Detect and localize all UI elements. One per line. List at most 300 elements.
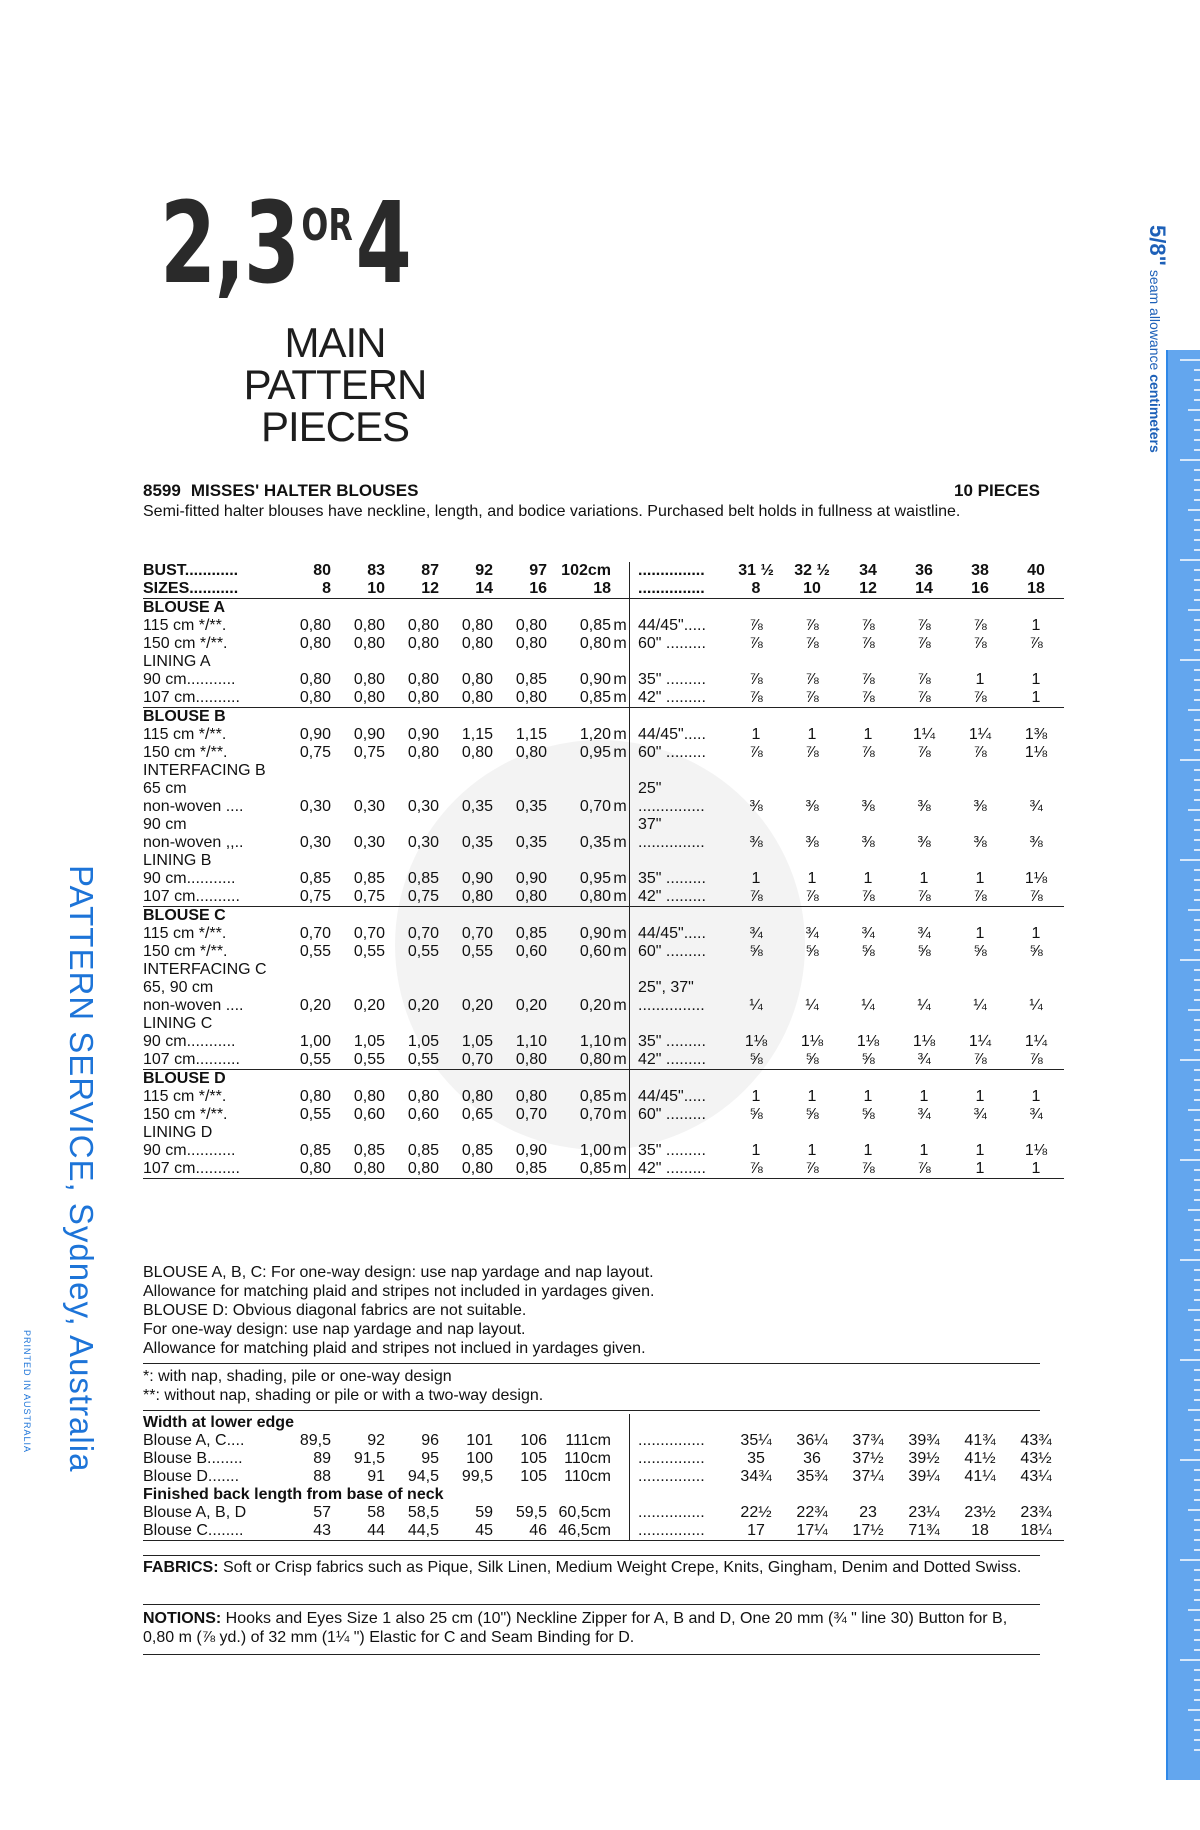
yardage-row <box>143 617 1064 635</box>
measure-in-cell: 35¼ <box>740 1432 772 1449</box>
imperial-yardage-cell: 1 <box>975 870 985 887</box>
empty-cell <box>638 599 1064 618</box>
fabric-width-label: 107 cm.......... <box>143 1160 277 1179</box>
imperial-yardage-cell: ¾ <box>1029 798 1043 815</box>
bust-cm-cell: 102cm <box>561 562 611 579</box>
metric-yardage-cell: 0,35 <box>461 798 493 815</box>
yardage-row <box>143 1088 1064 1106</box>
metric-yardage-cell: 0,80 <box>353 1088 385 1105</box>
fabric-width-label: 90 cm........... <box>143 671 236 688</box>
metric-yardage-cell: 1,15 <box>461 726 493 743</box>
metric-yardage-cell: 0,80 <box>461 671 493 688</box>
imperial-yardage-cell: 1 <box>919 870 929 887</box>
metric-yardage-cell: 0,80 <box>385 1160 439 1179</box>
yardage-row <box>143 870 1064 888</box>
width-inch-label <box>638 762 1064 780</box>
metric-yardage-cell: 0,80 <box>439 689 493 708</box>
dots-cell: ............... <box>638 580 728 599</box>
divider <box>143 1363 1040 1364</box>
subsection-title: 90 cm <box>143 816 187 833</box>
imperial-yardage-cell: 1 <box>975 1088 985 1105</box>
imperial-yardage-cell: 1 <box>807 1142 817 1159</box>
imperial-yardage-cell: ⅝ <box>917 943 931 960</box>
metric-yardage-cell: 0,80 <box>461 1088 493 1105</box>
width-inch-label: 44/45"..... <box>638 1088 706 1105</box>
imperial-yardage-cell: ⅞ <box>784 689 840 708</box>
width-inch-label: ............... <box>638 997 705 1014</box>
fabrics-label: FABRICS: <box>143 1559 219 1576</box>
imperial-yardage-cell: ⅞ <box>805 744 819 761</box>
imperial-yardage-cell: ⅞ <box>917 635 931 652</box>
metric-yardage-cell: 0,95 <box>579 744 611 761</box>
separator-cell <box>630 1088 639 1106</box>
metric-yardage-cell: 0,80 <box>407 1088 439 1105</box>
imperial-yardage-cell: 1 <box>863 1088 873 1105</box>
measure-in-cell: 43½ <box>1020 1450 1052 1467</box>
imperial-yardage-cell: ⅝ <box>805 943 819 960</box>
imperial-yardage-cell: 1 <box>1031 617 1041 634</box>
empty-cell <box>638 708 1064 727</box>
pieces-count-heading <box>160 179 411 309</box>
metric-yardage-cell: 0,70 <box>353 925 385 942</box>
width-inch-label: 60" ......... <box>638 1106 706 1123</box>
width-inch-label: 44/45"..... <box>638 617 706 634</box>
measure-in-cell: 17 <box>728 1522 784 1541</box>
measure-cm-cell: 110cm <box>564 1468 611 1485</box>
separator-cell <box>630 617 639 635</box>
sizes-row <box>143 580 1064 599</box>
size-cell: 12 <box>385 580 439 599</box>
measure-cm-cell: 111cm <box>565 1432 611 1449</box>
metric-yardage-cell: 0,85 <box>353 870 385 887</box>
note-line: BLOUSE A, B, C: For one-way design: use nap yardage and nap layout. <box>143 1264 654 1281</box>
metric-yardage-cell: 0,20 <box>353 997 385 1014</box>
imperial-yardage-cell: 1 <box>1008 1160 1064 1179</box>
section-row <box>143 599 1064 618</box>
measure-label: Blouse B........ <box>143 1450 243 1467</box>
divider <box>143 1555 1040 1556</box>
ruler-label-main: 5/8" <box>1145 225 1170 267</box>
metric-yardage-cell: 1,00 <box>579 1142 611 1159</box>
metric-yardage-cell: 0,90 <box>461 870 493 887</box>
measure-in-cell: 23½ <box>964 1504 996 1521</box>
metric-yardage-cell: 0,70 <box>299 925 331 942</box>
measure-in-cell: 37½ <box>852 1450 884 1467</box>
imperial-yardage-cell: ⅜ <box>805 798 819 815</box>
width-inch-label: 42" ......... <box>638 1051 728 1070</box>
big-number: 2,3 <box>160 179 299 309</box>
metric-yardage-cell: 0,85 <box>515 671 547 688</box>
measure-in-cell: 18¼ <box>1008 1522 1064 1541</box>
measure-heading: Finished back length from base of neck <box>143 1486 444 1503</box>
pattern-number: 8599 <box>143 481 181 500</box>
separator-cell <box>630 580 639 599</box>
measure-in-cell: 41¼ <box>964 1468 996 1485</box>
width-inch-label: 44/45"..... <box>638 925 706 942</box>
measure-row <box>143 1504 1064 1522</box>
metric-yardage-cell: 0,55 <box>461 943 493 960</box>
separator-cell <box>630 599 639 618</box>
imperial-yardage-cell: 1⅛ <box>1024 744 1048 761</box>
separator-cell <box>630 1504 639 1522</box>
pattern-name: MISSES' HALTER BLOUSES <box>190 481 419 500</box>
fabric-width-label: 115 cm */**. <box>143 726 227 743</box>
metric-yardage-cell: 0,80 <box>353 671 385 688</box>
metric-yardage-cell: 1,05 <box>461 1033 493 1050</box>
metric-yardage-cell: 1,20 <box>579 726 611 743</box>
imperial-yardage-cell: ⅞ <box>805 635 819 652</box>
measure-in-cell: 22¾ <box>796 1504 828 1521</box>
metric-yardage-cell: 0,80 <box>493 689 547 708</box>
separator-cell <box>630 635 639 653</box>
width-inch-label: 44/45"..... <box>638 726 706 743</box>
metric-yardage-cell: 0,70 <box>579 1106 611 1123</box>
separator-cell <box>630 671 639 689</box>
metric-yardage-cell: 0,55 <box>299 1106 331 1123</box>
separator-cell <box>630 562 639 580</box>
measure-heading: Width at lower edge <box>143 1414 294 1431</box>
fabric-width-label: 115 cm */**. <box>143 1088 227 1105</box>
fabric-width-label: 90 cm........... <box>143 870 236 887</box>
measure-in-cell: 41½ <box>964 1450 996 1467</box>
measure-in-cell: 36 <box>803 1450 821 1467</box>
measure-in-cell: 34¾ <box>740 1468 772 1485</box>
unit-cell: m <box>613 1106 627 1123</box>
yardage-row <box>143 1142 1064 1160</box>
metric-yardage-cell: 1,10 <box>515 1033 547 1050</box>
imperial-yardage-cell: ⅝ <box>973 943 987 960</box>
size-cell: 16 <box>493 580 547 599</box>
measure-cm-cell: 92 <box>367 1432 385 1449</box>
metric-yardage-cell: 0,60 <box>353 1106 385 1123</box>
separator-cell <box>630 1106 639 1124</box>
metric-yardage-cell: 0,85 <box>353 1142 385 1159</box>
unit-cell: m <box>611 689 630 708</box>
imperial-yardage-cell: ¾ <box>749 925 763 942</box>
yardage-row <box>143 997 1064 1015</box>
width-inch-label: 35" ......... <box>638 671 706 688</box>
width-inch-label <box>638 961 1064 979</box>
metric-yardage-cell: 0,80 <box>299 1088 331 1105</box>
unit-cell <box>611 1450 630 1468</box>
metric-yardage-cell: 0,80 <box>277 689 331 708</box>
imperial-yardage-cell: ⅞ <box>896 888 952 907</box>
divider <box>143 1654 1040 1655</box>
empty-cell <box>638 1414 1064 1432</box>
notes-block <box>143 1263 1043 1358</box>
subsection-title: LINING C <box>143 1015 213 1032</box>
fabric-width-label: non-woven .... <box>143 997 244 1014</box>
metric-yardage-cell: 0,85 <box>515 925 547 942</box>
imperial-yardage-cell: ¼ <box>917 997 931 1014</box>
measure-row <box>143 1468 1064 1486</box>
imperial-yardage-cell: ⅞ <box>917 617 931 634</box>
imperial-yardage-cell: ⅝ <box>784 1051 840 1070</box>
imperial-yardage-cell: ⅞ <box>749 617 763 634</box>
section-title: BLOUSE D <box>143 1070 226 1087</box>
yardage-row <box>143 689 1064 708</box>
metric-yardage-cell: 0,80 <box>407 617 439 634</box>
metric-yardage-cell: 0,80 <box>353 635 385 652</box>
size-cell: 14 <box>439 580 493 599</box>
subsection-title: 65, 90 cm <box>143 979 214 996</box>
subsection-title: LINING A <box>143 653 211 670</box>
metric-yardage-cell: 1,10 <box>579 1033 611 1050</box>
imperial-yardage-cell: ⅞ <box>896 1160 952 1179</box>
separator-cell <box>630 870 639 888</box>
width-inch-label: 35" ......... <box>638 1142 706 1159</box>
unit-cell <box>611 580 630 599</box>
imperial-yardage-cell: ⅞ <box>784 1160 840 1179</box>
imperial-yardage-cell: ⅞ <box>861 635 875 652</box>
metric-yardage-cell: 0,35 <box>579 834 611 851</box>
bust-in-cell: 36 <box>915 562 933 579</box>
measure-cm-cell: 91 <box>367 1468 385 1485</box>
imperial-yardage-cell: 1 <box>1031 1088 1041 1105</box>
unit-cell <box>611 1522 630 1541</box>
imperial-yardage-cell: ⅜ <box>805 834 819 851</box>
pieces-count: 10 PIECES <box>954 481 1040 500</box>
width-inch-label <box>638 1015 1064 1033</box>
imperial-yardage-cell: 1 <box>863 726 873 743</box>
metric-yardage-cell: 0,35 <box>515 798 547 815</box>
metric-yardage-cell: 0,75 <box>385 888 439 907</box>
imperial-yardage-cell: ⅞ <box>861 671 875 688</box>
imperial-yardage-cell: 1 <box>919 1142 929 1159</box>
separator-cell <box>630 907 639 926</box>
measure-in-cell: 39½ <box>908 1450 940 1467</box>
section-title: BLOUSE C <box>143 907 226 924</box>
metric-yardage-cell: 0,90 <box>515 870 547 887</box>
metric-yardage-cell: 0,90 <box>515 1142 547 1159</box>
imperial-yardage-cell: ⅜ <box>749 798 763 815</box>
imperial-yardage-cell: ¾ <box>896 1051 952 1070</box>
subsection-row <box>143 762 1064 780</box>
fabric-width-label: 90 cm........... <box>143 1033 236 1050</box>
imperial-yardage-cell: 1 <box>863 870 873 887</box>
unit-cell: m <box>613 744 627 761</box>
metric-yardage-cell: 0,65 <box>461 1106 493 1123</box>
metric-yardage-cell: 0,60 <box>407 1106 439 1123</box>
measure-cm-cell: 106 <box>520 1432 547 1449</box>
width-inch-label: 42" ......... <box>638 1160 728 1179</box>
metric-yardage-cell: 0,80 <box>407 671 439 688</box>
metric-yardage-cell: 0,85 <box>461 1142 493 1159</box>
measure-cm-cell: 60,5cm <box>558 1504 611 1521</box>
separator-cell <box>630 689 639 708</box>
notions-block <box>143 1609 1038 1647</box>
imperial-yardage-cell: ⅞ <box>840 888 896 907</box>
measure-in-cell: 23¾ <box>1020 1504 1052 1521</box>
imperial-yardage-cell: ⅝ <box>749 943 763 960</box>
imperial-yardage-cell: 1⅛ <box>912 1033 936 1050</box>
imperial-yardage-cell: ⅞ <box>784 888 840 907</box>
imperial-yardage-cell: ¾ <box>861 925 875 942</box>
metric-yardage-cell: 0,75 <box>331 888 385 907</box>
measure-cm-cell: 44,5 <box>385 1522 439 1541</box>
imperial-yardage-cell: ⅜ <box>861 834 875 851</box>
measure-cm-cell: 59 <box>475 1504 493 1521</box>
fabrics-text: Soft or Crisp fabrics such as Pique, Silk Linen, Medium Weight Crepe, Knits, Gingham, Denim and Dotted Swiss. <box>218 1559 1022 1576</box>
measure-cm-cell: 44 <box>331 1522 385 1541</box>
metric-yardage-cell: 0,85 <box>299 870 331 887</box>
metric-yardage-cell: 0,35 <box>461 834 493 851</box>
measure-cm-cell: 99,5 <box>461 1468 493 1485</box>
imperial-yardage-cell: 1¼ <box>968 1033 992 1050</box>
separator-cell <box>630 852 639 870</box>
imperial-yardage-cell: ¾ <box>917 1106 931 1123</box>
fabric-width-label: 150 cm */**. <box>143 943 228 960</box>
measure-cm-cell: 89 <box>313 1450 331 1467</box>
size-cell: 18 <box>547 580 611 599</box>
measure-cm-cell: 88 <box>313 1468 331 1485</box>
section-row <box>143 1070 1064 1089</box>
imperial-yardage-cell: ¾ <box>917 925 931 942</box>
measure-in-cell: 22½ <box>740 1504 772 1521</box>
bust-cm-cell: 80 <box>313 562 331 579</box>
measure-in-cell: 17¼ <box>784 1522 840 1541</box>
width-inch-label: 25", 37" <box>638 979 694 996</box>
dots-cell: ............... <box>638 1450 705 1467</box>
metric-yardage-cell: 0,85 <box>407 870 439 887</box>
subsection-row <box>143 1124 1064 1142</box>
back-heading-row <box>143 1486 1064 1504</box>
imperial-yardage-cell: ⅜ <box>749 834 763 851</box>
bust-in-cell: 40 <box>1027 562 1045 579</box>
separator-cell <box>630 1468 639 1486</box>
imperial-yardage-cell: ¼ <box>805 997 819 1014</box>
measure-label: Blouse A, B, D <box>143 1504 247 1521</box>
separator-cell <box>630 943 639 961</box>
size-cell: 18 <box>1008 580 1064 599</box>
imperial-yardage-cell: ¼ <box>973 997 987 1014</box>
imperial-yardage-cell: 1⅛ <box>1024 1142 1048 1159</box>
subsection-row <box>143 780 1064 798</box>
size-cell: 12 <box>840 580 896 599</box>
separator-cell <box>630 653 639 671</box>
imperial-yardage-cell: ¼ <box>1029 997 1043 1014</box>
fabric-width-label: 107 cm.......... <box>143 888 277 907</box>
fabrics-block <box>143 1558 1038 1577</box>
yardage-row <box>143 798 1064 816</box>
metric-yardage-cell: 0,55 <box>407 943 439 960</box>
imperial-yardage-cell: ⅝ <box>805 1106 819 1123</box>
section-title: BLOUSE B <box>143 708 226 725</box>
metric-yardage-cell: 0,80 <box>385 689 439 708</box>
imperial-yardage-cell: ⅞ <box>861 617 875 634</box>
metric-yardage-cell: 0,80 <box>515 1088 547 1105</box>
metric-yardage-cell: 0,80 <box>515 635 547 652</box>
imperial-yardage-cell: 1⅜ <box>1024 726 1048 743</box>
measurements-table <box>143 1414 1064 1541</box>
metric-yardage-cell: 0,75 <box>299 744 331 761</box>
metric-yardage-cell: 1,05 <box>407 1033 439 1050</box>
measure-cm-cell: 43 <box>277 1522 331 1541</box>
metric-yardage-cell: 0,80 <box>515 617 547 634</box>
measure-cm-cell: 105 <box>520 1450 547 1467</box>
metric-yardage-cell: 0,70 <box>579 798 611 815</box>
imperial-yardage-cell: ⅞ <box>749 744 763 761</box>
measure-in-cell: 23¼ <box>908 1504 940 1521</box>
imperial-yardage-cell: ⅞ <box>749 635 763 652</box>
metric-yardage-cell: 1,15 <box>515 726 547 743</box>
metric-yardage-cell: 0,90 <box>407 726 439 743</box>
separator-cell <box>630 1051 639 1070</box>
fabric-width-label: 107 cm.......... <box>143 1051 277 1070</box>
imperial-yardage-cell: ⅞ <box>917 671 931 688</box>
bust-label: BUST............ <box>143 562 239 579</box>
yardage-row <box>143 1106 1064 1124</box>
metric-yardage-cell: 0,85 <box>579 1088 611 1105</box>
fabric-width-label: 150 cm */**. <box>143 635 228 652</box>
imperial-yardage-cell: 1 <box>807 726 817 743</box>
metric-yardage-cell: 0,80 <box>547 888 611 907</box>
separator-cell <box>630 1142 639 1160</box>
imperial-yardage-cell: 1¼ <box>968 726 992 743</box>
imperial-yardage-cell: ⅝ <box>840 1051 896 1070</box>
subsection-row <box>143 1015 1064 1033</box>
size-cell: 10 <box>784 580 840 599</box>
pattern-description: Semi-fitted halter blouses have neckline, length, and bodice variations. Purchased belt holds in fullness at waistline. <box>143 503 961 520</box>
measure-cm-cell: 89,5 <box>299 1432 331 1449</box>
yardage-row <box>143 1033 1064 1051</box>
imperial-yardage-cell: ⅞ <box>1008 888 1064 907</box>
bust-row <box>143 562 1064 580</box>
imperial-yardage-cell: 1⅛ <box>744 1033 768 1050</box>
metric-yardage-cell: 0,80 <box>331 689 385 708</box>
sizes-label: SIZES........... <box>143 580 277 599</box>
measure-cm-cell: 96 <box>421 1432 439 1449</box>
metric-yardage-cell: 0,85 <box>407 1142 439 1159</box>
measure-row <box>143 1432 1064 1450</box>
metric-yardage-cell: 1,00 <box>299 1033 331 1050</box>
imperial-yardage-cell: ⅝ <box>861 943 875 960</box>
separator-cell <box>630 888 639 907</box>
metric-yardage-cell: 0,80 <box>299 671 331 688</box>
measure-cm-cell: 91,5 <box>353 1450 385 1467</box>
imperial-yardage-cell: 1⅛ <box>856 1033 880 1050</box>
imperial-yardage-cell: ¼ <box>861 997 875 1014</box>
measure-in-cell: 36¼ <box>796 1432 828 1449</box>
imperial-yardage-cell: ⅝ <box>728 1051 784 1070</box>
imperial-yardage-cell: 1 <box>975 671 985 688</box>
metric-yardage-cell: 0,80 <box>493 888 547 907</box>
bust-cm-cell: 83 <box>367 562 385 579</box>
yardage-row <box>143 671 1064 689</box>
yardage-row <box>143 1160 1064 1179</box>
measure-in-cell: 71¾ <box>896 1522 952 1541</box>
imperial-yardage-cell: ⅞ <box>728 888 784 907</box>
metric-yardage-cell: 0,80 <box>407 744 439 761</box>
size-cell: 16 <box>952 580 1008 599</box>
bust-in-cell: 32 ½ <box>794 562 830 579</box>
measure-in-cell: 17½ <box>840 1522 896 1541</box>
metric-yardage-cell: 0,60 <box>515 943 547 960</box>
measure-in-cell: 43¾ <box>1020 1432 1052 1449</box>
metric-yardage-cell: 0,80 <box>439 1160 493 1179</box>
measure-in-cell: 23 <box>859 1504 877 1521</box>
imperial-yardage-cell: ⅜ <box>1029 834 1043 851</box>
separator-cell <box>630 997 639 1015</box>
width-inch-label: 60" ......... <box>638 943 706 960</box>
metric-yardage-cell: 0,70 <box>461 925 493 942</box>
imperial-yardage-cell: ⅞ <box>728 1160 784 1179</box>
yardage-row <box>143 635 1064 653</box>
unit-cell <box>611 1468 630 1486</box>
unit-cell: m <box>613 726 627 743</box>
measure-cm-cell: 95 <box>421 1450 439 1467</box>
unit-cell: m <box>613 870 627 887</box>
